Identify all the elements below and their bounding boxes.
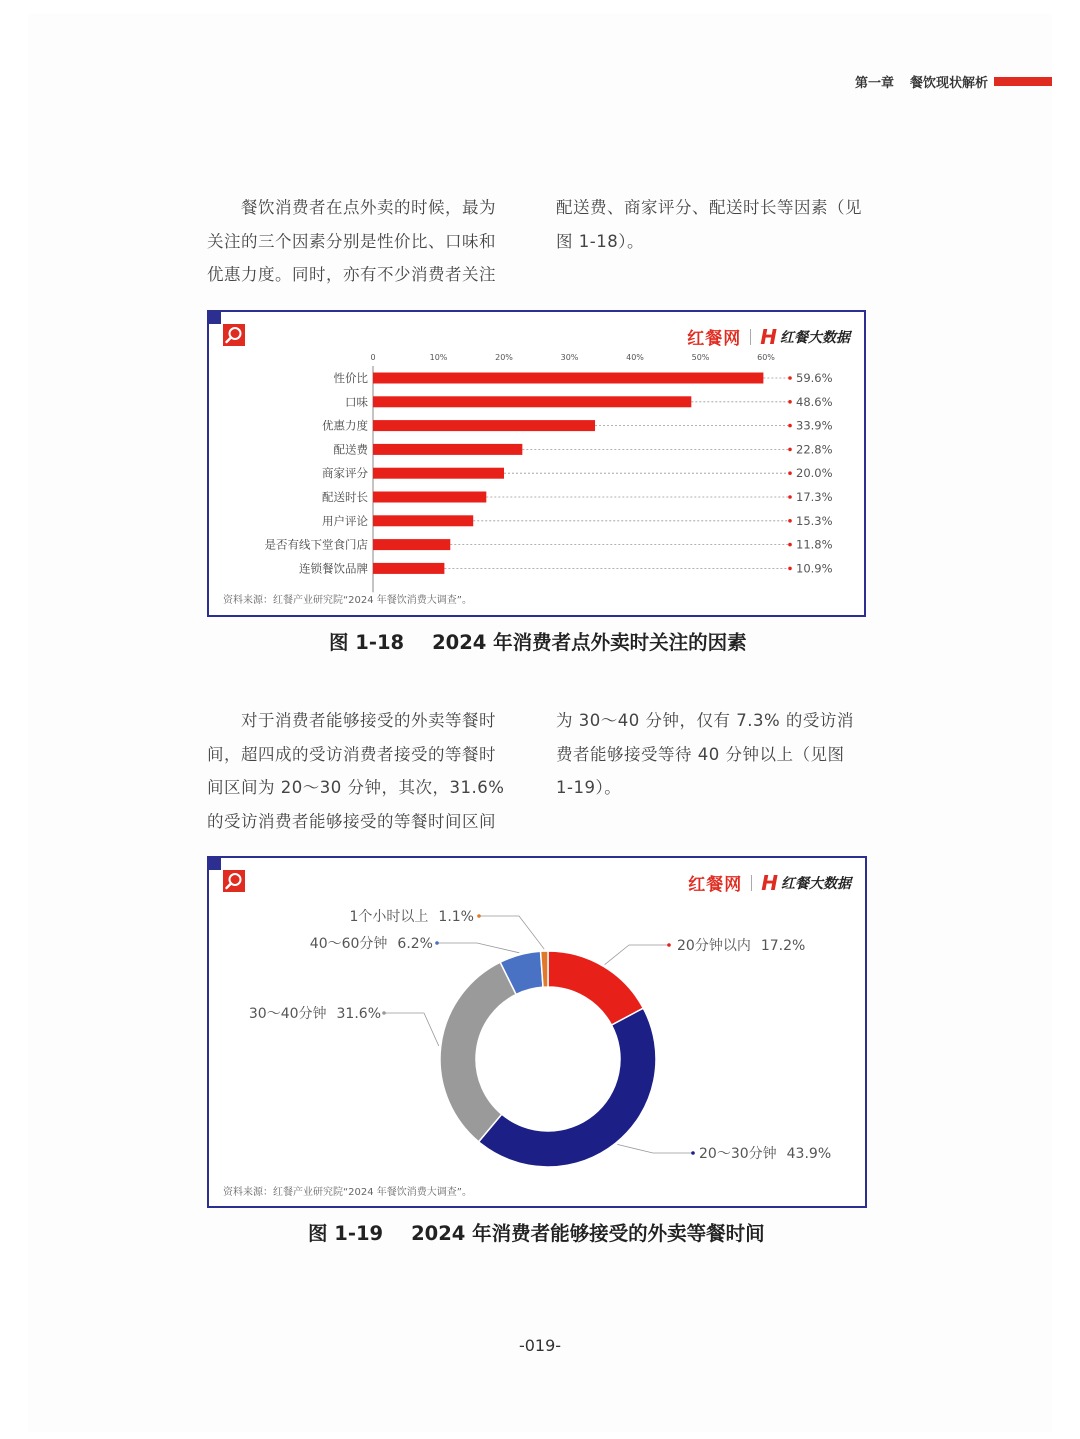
leader-dot — [788, 543, 792, 547]
source-note: 资料来源：红餐产业研究院“2024 年餐饮消费大调查”。 — [223, 1187, 472, 1198]
text-line: 对于消费者能够接受的外卖等餐时 — [241, 711, 496, 730]
figure-1-18-caption — [329, 627, 747, 655]
brand-h-icon: H — [760, 324, 777, 349]
x-tick-label: 60% — [757, 353, 775, 362]
slice-label-pct: 43.9% — [786, 1146, 832, 1162]
brand-name: 红餐网 — [688, 875, 743, 895]
paragraph-2-left — [207, 704, 527, 838]
leader-dot — [382, 1011, 386, 1015]
slice-label — [677, 937, 805, 954]
category-label: 用户评论 — [322, 513, 368, 528]
text-line: 图 1-18）。 — [556, 231, 644, 251]
bar — [373, 563, 444, 574]
x-tick-label: 50% — [691, 353, 710, 362]
slice-label-name: 20分钟以内 — [677, 938, 751, 954]
donut-slice — [548, 951, 643, 1025]
value-label: 59.6% — [796, 371, 833, 385]
figure-1-19-caption — [308, 1218, 765, 1246]
bar — [373, 539, 450, 550]
slice-label-pct: 31.6% — [336, 1006, 381, 1022]
bar — [373, 420, 595, 431]
bar — [373, 444, 522, 455]
caption-number: 图 1-18 — [329, 631, 405, 654]
text-line: 配送费、商家评分、配送时长等因素（见 — [556, 198, 862, 217]
x-tick-label: 30% — [560, 353, 579, 362]
slice-label — [249, 1006, 381, 1022]
text-line: 的受访消费者能够接受的等餐时间区间 — [207, 811, 496, 831]
donut-chart — [209, 868, 861, 1178]
x-tick-label: 20% — [495, 353, 513, 362]
bar — [373, 515, 473, 526]
page-number: -019- — [518, 1336, 562, 1355]
leader-dot — [788, 448, 792, 452]
x-tick-label: 0 — [370, 353, 376, 362]
leader-dot — [667, 943, 671, 947]
chapter-title: 餐饮现状解析 — [909, 76, 988, 91]
paragraph-1-right — [556, 191, 876, 258]
slice-label-pct: 17.2% — [760, 938, 806, 954]
donut-slice — [479, 1008, 656, 1167]
slice-label-pct: 6.2% — [397, 936, 433, 952]
text-line: 费者能够接受等待 40 分钟以上（见图 — [556, 744, 845, 764]
category-label: 是否有线下堂食门店 — [264, 537, 368, 552]
slice-label — [350, 909, 475, 925]
category-label: 性价比 — [333, 371, 368, 385]
category-label: 优惠力度 — [322, 418, 368, 433]
x-tick-label: 40% — [626, 353, 644, 362]
leader-dot — [477, 914, 481, 918]
leader-dot — [788, 471, 792, 475]
leader-dot — [788, 495, 792, 499]
paragraph-1-left — [207, 191, 527, 292]
text-line: 餐饮消费者在点外卖的时候，最为 — [241, 198, 496, 217]
bar — [373, 373, 763, 384]
value-label: 17.3% — [796, 490, 833, 504]
slice-label-name: 1个小时以上 — [349, 909, 429, 925]
text-line: 关注的三个因素分别是性价比、口味和 — [207, 231, 496, 251]
category-label: 口味 — [345, 394, 368, 409]
brand-name: 红餐网 — [687, 329, 742, 349]
leader-dot — [691, 1151, 695, 1155]
donut-slice — [440, 962, 516, 1142]
category-label: 连锁餐饮品牌 — [299, 561, 368, 576]
value-label: 22.8% — [796, 442, 833, 457]
category-label: 商家评分 — [322, 466, 368, 481]
source-note: 资料来源：红餐产业研究院“2024 年餐饮消费大调查”。 — [223, 595, 472, 606]
chapter-number: 第一章 — [854, 76, 894, 91]
leader-line — [384, 1013, 439, 1046]
brand-h-icon: H — [761, 870, 778, 895]
bar — [373, 396, 691, 407]
leader-line — [617, 1144, 693, 1153]
category-label: 配送费 — [333, 442, 368, 457]
brand-data-name: 红餐大数据 — [780, 329, 850, 346]
brand-logo — [687, 324, 850, 349]
leader-line — [437, 943, 519, 953]
text-line: 为 30～40 分钟，仅有 7.3% 的受访消 — [556, 711, 854, 730]
chapter-accent-bar — [994, 77, 1052, 86]
text-line: 优惠力度。同时，亦有不少消费者关注 — [207, 265, 496, 284]
bar — [373, 468, 504, 479]
caption-title: 2024 年消费者点外卖时关注的因素 — [432, 631, 747, 654]
brand-divider — [750, 329, 751, 345]
slice-label-name: 30～40分钟 — [248, 1006, 327, 1022]
leader-dot — [788, 567, 792, 571]
bar — [373, 492, 486, 503]
leader-dot — [788, 424, 792, 428]
search-icon — [223, 324, 245, 346]
slice-label-name: 20～30分钟 — [699, 1146, 777, 1162]
leader-dot — [435, 941, 439, 945]
slice-label-name: 40～60分钟 — [309, 936, 388, 952]
leader-dot — [788, 376, 792, 380]
leader-dot — [788, 519, 792, 523]
text-line: 间，超四成的受访消费者接受的等餐时 — [207, 744, 496, 764]
caption-number: 图 1-19 — [308, 1222, 384, 1245]
corner-marker — [207, 310, 221, 324]
figure-1-19-box — [207, 856, 867, 1208]
figure-1-18-box — [207, 310, 866, 617]
value-label: 10.9% — [796, 561, 833, 576]
text-line: 1-19）。 — [556, 778, 622, 797]
leader-line — [605, 945, 669, 965]
caption-title: 2024 年消费者能够接受的外卖等餐时间 — [411, 1222, 765, 1245]
paragraph-2-right — [556, 704, 876, 805]
slice-label — [699, 1146, 831, 1162]
leader-dot — [788, 400, 792, 404]
slice-label-pct: 1.1% — [438, 909, 474, 925]
category-label: 配送时长 — [322, 490, 368, 504]
leader-line — [479, 916, 544, 949]
bar-chart — [209, 348, 860, 598]
value-label: 33.9% — [796, 418, 833, 433]
value-label: 20.0% — [796, 466, 833, 481]
value-label: 11.8% — [796, 537, 833, 552]
x-tick-label: 10% — [429, 353, 448, 362]
slice-label — [310, 936, 433, 952]
text-line: 间区间为 20～30 分钟，其次，31.6% — [207, 778, 505, 797]
brand-data-name: 红餐大数据 — [781, 875, 851, 892]
chapter-header — [855, 72, 1052, 91]
value-label: 48.6% — [796, 394, 833, 409]
value-label: 15.3% — [796, 513, 833, 528]
